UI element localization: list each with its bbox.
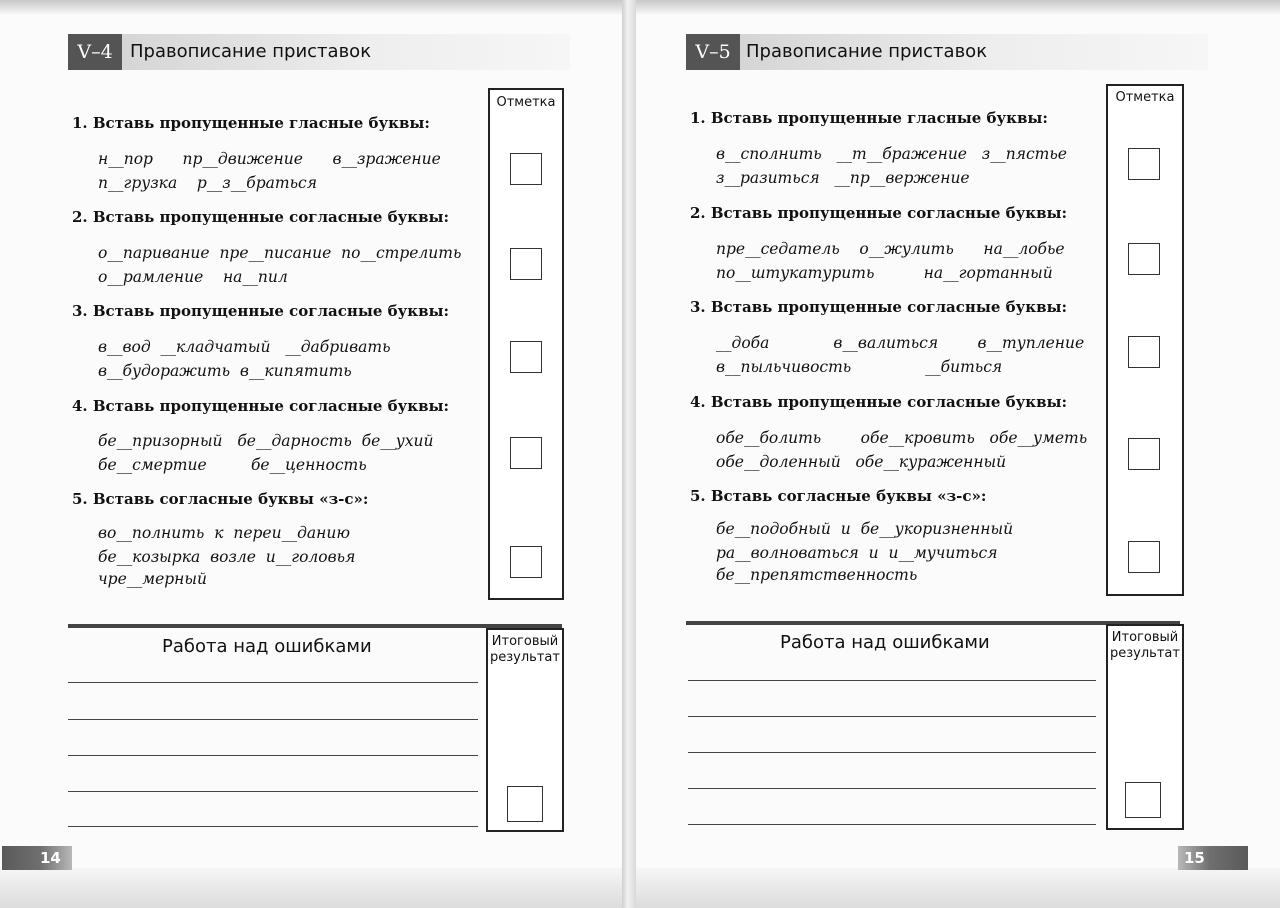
writing-line: [68, 682, 478, 683]
result-label: Итоговый результат: [1110, 630, 1180, 661]
writing-line: [68, 755, 478, 756]
worksheet-title: Правописание приставок: [746, 41, 988, 62]
task-5-mark-box[interactable]: [1128, 541, 1160, 573]
task-2-mark-box[interactable]: [510, 248, 542, 280]
writing-line: [68, 719, 478, 720]
errors-title: Работа над ошибками: [162, 636, 372, 657]
task-4-line-2: обе__доленный обе__кураженный: [716, 453, 1007, 471]
task-5-line-3: чре__мерный: [98, 570, 207, 588]
worksheet-code: V–4: [68, 34, 122, 70]
writing-line: [68, 826, 478, 827]
final-result-box[interactable]: [1125, 782, 1161, 818]
task-2-line-2: о__рамление на__пил: [98, 268, 288, 286]
page-number: 15: [1178, 846, 1248, 870]
left-page: [0, 0, 622, 908]
writing-line: [68, 791, 478, 792]
worksheet-header: [686, 34, 1208, 70]
task-3-title: 3. Вставь пропущенные согласные буквы:: [690, 298, 1068, 316]
task-3-line-1: в__вод __кладчатый __дабривать: [98, 338, 391, 356]
task-5-mark-box[interactable]: [510, 546, 542, 578]
task-4-line-2: бе__смертие бе__ценность: [98, 456, 367, 474]
task-2-line-1: о__паривание пре__писание по__стрелить: [98, 244, 462, 262]
task-3-line-1: __доба в__валиться в__тупление: [716, 334, 1085, 352]
task-3-mark-box[interactable]: [510, 341, 542, 373]
task-5-line-1: во__полнить к переи__данию: [98, 524, 350, 542]
task-3-line-2: в__будоражить в__кипятить: [98, 362, 352, 380]
task-1-mark-box[interactable]: [1128, 148, 1160, 180]
page-shading: [636, 0, 1280, 14]
task-5-line-3: бе__препятственность: [716, 566, 918, 584]
writing-line: [688, 716, 1096, 717]
page-number: 14: [2, 846, 72, 870]
task-3-line-2: в__пыльчивость __биться: [716, 358, 1003, 376]
task-1-mark-box[interactable]: [510, 153, 542, 185]
task-4-title: 4. Вставь пропущенные согласные буквы:: [690, 393, 1068, 411]
worksheet-header: [68, 34, 570, 70]
writing-line: [688, 824, 1096, 825]
worksheet-code: V–5: [686, 34, 740, 70]
task-1-title: 1. Вставь пропущенные гласные буквы:: [690, 109, 1048, 127]
book-spine: [622, 0, 636, 908]
task-5-line-2: ра__волноваться и и__мучиться: [716, 544, 998, 562]
mark-label: Отметка: [1115, 90, 1175, 105]
task-1-line-1: в__сполнить __т__бражение з__пястье: [716, 145, 1067, 163]
task-4-mark-box[interactable]: [1128, 438, 1160, 470]
writing-line: [688, 752, 1096, 753]
task-5-title: 5. Вставь согласные буквы «з-с»:: [690, 487, 987, 505]
mark-label: Отметка: [496, 95, 556, 110]
page-bottom-shading: [636, 868, 1280, 908]
result-label: Итоговый результат: [490, 634, 560, 665]
errors-title: Работа над ошибками: [780, 632, 990, 653]
right-page: [636, 0, 1280, 908]
task-5-line-1: бе__подобный и бе__укоризненный: [716, 520, 1014, 538]
writing-line: [688, 680, 1096, 681]
task-2-line-2: по__штукатурить на__гортанный: [716, 264, 1053, 282]
worksheet-title: Правописание приставок: [130, 41, 372, 62]
task-2-mark-box[interactable]: [1128, 243, 1160, 275]
final-result-box[interactable]: [507, 786, 543, 822]
task-4-line-1: бе__призорный бе__дарность бе__ухий: [98, 432, 434, 450]
task-1-line-1: н__пор пр__движение в__зражение: [98, 150, 441, 168]
task-3-mark-box[interactable]: [1128, 336, 1160, 368]
task-1-line-2: з__разиться __пр__вержение: [716, 169, 970, 187]
task-5-title: 5. Вставь согласные буквы «з-с»:: [72, 490, 369, 508]
task-2-line-1: пре__седатель о__жулить на__лобье: [716, 240, 1065, 258]
task-3-title: 3. Вставь пропущенные согласные буквы:: [72, 302, 450, 320]
task-1-line-2: п__грузка р__з__браться: [98, 174, 317, 192]
writing-line: [688, 788, 1096, 789]
task-5-line-2: бе__козырка возле и__головья: [98, 548, 356, 566]
task-1-title: 1. Вставь пропущенные гласные буквы:: [72, 114, 430, 132]
task-4-title: 4. Вставь пропущенные согласные буквы:: [72, 397, 450, 415]
task-2-title: 2. Вставь пропущенные согласные буквы:: [690, 204, 1068, 222]
task-2-title: 2. Вставь пропущенные согласные буквы:: [72, 208, 450, 226]
task-4-line-1: обе__болить обе__кровить обе__уметь: [716, 429, 1088, 447]
task-4-mark-box[interactable]: [510, 437, 542, 469]
page-bottom-shading: [0, 868, 622, 908]
page-shading: [0, 0, 622, 14]
